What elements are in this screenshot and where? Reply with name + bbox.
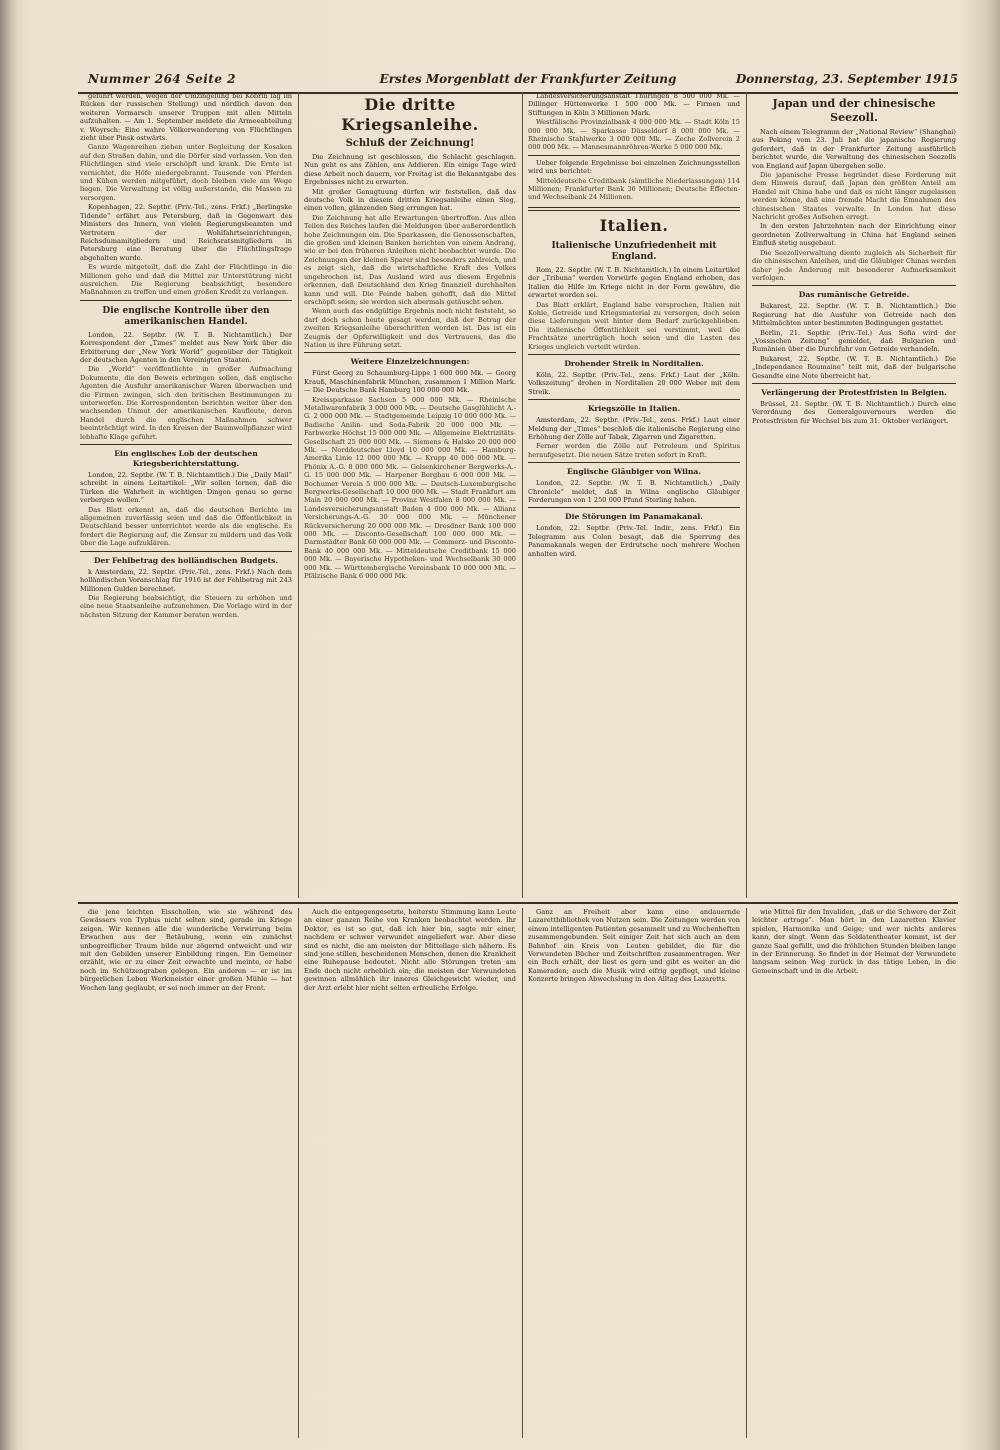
feuilleton-text-3: Ganz an Freiheit aber kann eine andauernde Lazarettbibliothek von Nutzen sein. Die Zeitungen werden von einem intelligenten Patienten gesammelt und zu Wochenheften zusammengebunden. Seit einiger Zeit hat sich auch an dem Bahnhof ein Kreis von Leuten gebildet, die für die Verwundeten Bücher und Zeitschriften zusammentragen. Wer ein Buch erhält, der liest es gern und gibt es weiter an die Kameraden; auch die Musik wird eifrig gepflegt, und kleine Konzerte bringen Abwechslung in den Alltag des Lazaretts.: [528, 908, 740, 984]
feuilleton-divider-1: [298, 908, 299, 1438]
col2-rule-1: [304, 352, 516, 353]
col4-filler-2: Die Seezollverwaltung diente zugleich als Sicherheit für die chinesischen Anleihen, und die Gläubiger Chinas werden daher jede Änderung mit besonderer Aufmerksamkeit verfolgen.: [752, 248, 956, 282]
col3-filler-2: Mitteldeutsche Creditbank (sämtliche Niederlassungen) 114 Millionen; Frankfurter Bank 36 Millionen; Deutsche Effecten- und Wechselbank 24 Millionen.: [528, 176, 740, 202]
col1-para-1: geführt werden, wegen der Umzingelung bei Kobrin lag im Rücken der russischen Stellung) und nördlich davon den weiteren Vormarsch unserer Truppen mit allen Mitteln aufzuhalten. — Am 1. September meldete die Armeeabteilung v. Woyrsch: Eine wahre Völkerwanderung von Flüchtlingen zieht über Pinsk ostwärts.: [80, 92, 292, 143]
col4-headline-3: Verlängerung der Protestfristen in Belgien.: [761, 387, 947, 397]
col2-para-3: Fürst Georg zu Schaumburg-Lippe 1 600 000 Mk. — Georg Krauß, Maschinenfabrik München, zusammen 1 Million Mark. — Die Deutsche Bank Hamburg 100 000 000 Mk.: [304, 369, 516, 395]
feuilleton-column-1: [80, 908, 292, 1438]
col2-subheadline: Schluß der Zeichnung!: [345, 138, 475, 149]
feuilleton-column-3: [528, 908, 740, 1438]
col1-headline-1: Die englische Kontrolle über den amerikanischen Handel.: [102, 305, 270, 327]
col2-headline-3: Weitere Einzelzeichnungen:: [350, 357, 470, 367]
header-date: Donnerstag, 23. September 1915: [735, 72, 958, 86]
col2-filler-1: Die Zeichnung hat alle Erwartungen übertroffen. Aus allen Teilen des Reiches laufen die Meldungen über außerordentlich hohe Zeichnungen ein. Die Sparkassen, die Genossenschaften, die großen und kleinen Banken berichten von einem Andrang, wie er bei den früheren Anleihen nicht beobachtet wurde. Die Zeichnungen der kleinen Sparer sind besonders zahlreich, und es zeigt sich, daß die wirtschaftliche Kraft des Volkes ungebrochen ist. Das Ausland wird aus diesem Ergebnis erkennen, daß Deutschland den Krieg finanziell durchhalten kann und will. Die Feinde haben gehofft, daß die Mittel erschöpft seien; sie werden sich abermals getäuscht sehen.: [304, 213, 516, 306]
col3-para-6: London, 22. Septbr. (W. T. B. Nichtamtlich.) „Daily Chronicle“ meldet, daß in Wilna englische Gläubiger Forderungen von 1 250 000 Pfund Sterling haben.: [528, 479, 740, 504]
col4-filler-1: Die japanische Presse begründet diese Forderung mit dem Hinweis darauf, daß Japan den größten Anteil am Handel mit China habe und daß es nicht länger zugelassen werden könne, daß eine fremde Macht die Einnahmen des chinesischen Staates verwalte. In London hat diese Nachricht großes Aufsehen erregt.: [752, 171, 956, 222]
header-masthead: Erstes Morgenblatt der Frankfurter Zeitung: [379, 72, 677, 86]
col2-para-2: Mit großer Genugtuung dürfen wir feststellen, daß das deutsche Volk in diesem dritten Kriegsanleihe einen Sieg, einen vollen, glänzenden Sieg errungen hat.: [304, 187, 516, 213]
column-4: [752, 92, 956, 898]
col4-para-1: Nach einem Telegramm der „National Review“ (Shanghai) aus Peking vom 23. Juli hat die japanische Regierung gefordert, daß in der Frankfurter Zeitung ausführlich berichtet wurde, die Verwaltung des chinesischen Seezolls von England auf Japan übergehen solle.: [752, 128, 956, 170]
header-issue-page: Nummer 264 Seite 2: [88, 72, 237, 86]
feuilleton-text-2: Auch die entgegengesetzte, heiterste Stimmung kann Leute an einer ganzen Reihe von Kranken beobachtet werden. Ihr Doktor, es ist so gut, daß ich hier bin, sagte mir einer, nachdem er schwer verwundet eingeliefert war. Aber diese sind es nicht, die am meisten der Mittellage sich nähern. Es sind jene stillen, bescheidenen Menschen, denen die Krankheit eine Ruhepause bedeutet. Nicht alle Störungen treten am Ende doch nicht erheblich ein; die meisten der Verwundeten gewinnen allmählich ihr inneres Gleichgewicht wieder, und der Arzt erlebt hier nicht selten erfreuliche Erfolge.: [304, 908, 516, 992]
col1-headline-2: Ein englisches Lob der deutschen Kriegsberichterstattung.: [114, 449, 258, 469]
col4-rule-2: [752, 383, 956, 384]
column-3: [528, 92, 740, 898]
page-header: [78, 70, 958, 94]
col3-para-1: Landesversicherungsanstalt Thüringen 8 500 000 Mk. — Dillinger Hüttenwerke 1 500 000 Mk. — Firmen und Stiftungen in Köln 3 Millionen Mark.: [528, 92, 740, 117]
col3-rule-3: [528, 399, 740, 400]
col3-rule-4: [528, 462, 740, 463]
col3-headline-2: Italienische Unzufriedenheit mit England.: [551, 240, 717, 262]
col1-filler-2: Es wurde mitgeteilt, daß die Zahl der Flüchtlinge in die Millionen gehe und daß die Mittel zur Unterstützung nicht ausreichen. Die Regierung beabsichtigt, besondere Maßnahmen zu treffen und einen großen Kredit zu verlangen.: [80, 263, 292, 297]
col4-para-4: Berlin, 21. Septbr. (Priv.-Tel.) Aus Sofia wird der „Vossischen Zeitung“ gemeldet, daß Bulgarien und Rumänien über die Durchfuhr von Getreide verhandeln.: [752, 328, 956, 354]
col4-headline-1: Japan und der chinesische Seezoll.: [772, 97, 936, 124]
col1-para-2: Kopenhagen, 22. Septbr. (Priv.-Tel., zens. Frkf.) „Berlingske Tidende“ erfährt aus Petersburg, daß in Gegenwart des Ministers des Innern, von vielen Regierungsbeamten und Vertretern der Wohlfahrtseinrichtungen, Reichsdumamitgliedern und Reichsratsmitgliedern in Petersburg eine Beratung über die Flüchtlingsfrage abgehalten wurde.: [80, 203, 292, 262]
col3-para-4: Köln, 22. Septbr. (Priv.-Tel., zens. Frkf.) Laut der „Köln. Volkszeitung“ drohen in Norditalien 20 000 Weber mit dem Streik.: [528, 370, 740, 396]
col4-rule-1: [752, 285, 956, 286]
column-divider-2: [522, 92, 523, 898]
col3-para-7: London, 22. Septbr. (Priv.-Tel. Indir., zens. Frkf.) Ein Telegramm aus Colon besagt, daß die Sperrung des Panamakanals wegen der Erdrutsche noch mehrere Wochen anhalten wird.: [528, 524, 740, 558]
feuilleton-column-2: [304, 908, 516, 1438]
col3-filler-4: Ferner werden die Zölle auf Petroleum und Spiritus heraufgesetzt. Die neuen Sätze treten sofort in Kraft.: [528, 442, 740, 459]
col2-para-1: Die Zeichnung ist geschlossen, die Schlacht geschlagen. Nun geht es ans Zählen, ans Addieren. Ein einige Tage wird diese Arbeit noch dauern, vor Freitag ist die Bekanntgabe des Ergebnisses nicht zu erwarten.: [304, 153, 516, 187]
column-divider-1: [298, 92, 299, 898]
col1-filler-1: Ganze Wagenreihen ziehen unter Begleitung der Kosaken auf den Straßen dahin, und die Dörfer sind verlassen. Von den Flüchtlingen sind viele erschöpft und krank. Die Ernte ist vernichtet, die Höfe niedergebrannt. Tausende von Pferden und Kühen werden mitgeführt, doch bleiben viele am Wege liegen. Die Verwaltung ist völlig außerstande, die Massen zu versorgen.: [80, 143, 292, 202]
col4-para-6: Brüssel, 21. Septbr. (W. T. B. Nichtamtlich.) Durch eine Verordnung des Generalgouverneurs werden die Protestfristen für Wechsel bis zum 31. Oktober verlängert.: [752, 399, 956, 425]
feuilleton-text-4: wie Mittel für den Invaliden, „daß er die Schwere der Zeit leichter ertrage“. Man hört in den Lazaretten Klavier spielen, Harmonika und Geige; und wer nichts anderes kann, der singt. Wenn das Soldatentheater kommt, ist der ganze Saal gefüllt, und die fröhlichen Stunden bleiben lange in der Erinnerung. So findet in der Heimat der Verwundete langsam seinen Weg zurück in das tätige Leben, in die Gemeinschaft und in die Arbeit.: [752, 908, 956, 975]
col3-rule-2: [528, 354, 740, 355]
col1-filler-3: Die „World“ veröffentlichte in großer Aufmachung Dokumente, die den Beweis erbringen sollen, daß englische Agenten die Ausfuhr amerikanischer Waren überwachen und die Firmen zwingen, sich den britischen Bestimmungen zu unterwerfen. Die Korrespondenten berichten weiter über den wachsenden Unmut der amerikanischen Kaufleute, deren Handel durch die englischen Maßnahmen schwer beeinträchtigt wird. In den Kreisen der Baumwollpflanzer wird lebhafte Klage geführt.: [80, 365, 292, 441]
col3-headline-4: Kriegszölle in Italien.: [587, 404, 681, 414]
col1-filler-4: Das Blatt erkennt an, daß die deutschen Berichte im allgemeinen zuverlässig seien und daß die Öffentlichkeit in Deutschland besser unterrichtet werde als die englische. Es fordert die Regierung auf, die Zensur zu mildern und das Volk über die Lage aufzuklären.: [80, 505, 292, 548]
col3-filler-1: Westfälische Provinzialbank 4 000 000 Mk. — Stadt Köln 15 000 000 Mk. — Sparkasse Düsseldorf 8 000 000 Mk. — Rheinische Stahlwerke 3 000 000 Mk. — Zeche Zollverein 2 000 000 Mk. — Mannesmannröhren-Werke 5 000 000 Mk.: [528, 118, 740, 152]
col4-para-5: Bukarest, 22. Septbr. (W. T. B. Nichtamtlich.) Die „Independance Roumaine“ teilt mit, daß der bulgarische Gesandte eine Note überreicht hat.: [752, 354, 956, 380]
col3-headline-5: Englische Gläubiger von Wilna.: [567, 467, 701, 477]
col3-headline-6: Die Störungen im Panamakanal.: [565, 512, 703, 522]
col3-para-5: Amsterdam, 22. Septbr. (Priv.-Tel., zens. Frkf.) Laut einer Meldung der „Times“ beschloß die italienische Regierung eine Erhöhung der Zölle auf Tabak, Zigarren und Zigaretten.: [528, 416, 740, 441]
col3-double-rule: [528, 207, 740, 211]
col1-filler-5: Die Regierung beabsichtigt, die Steuern zu erhöhen und eine neue Staatsanleihe aufzunehmen. Die Vorlage wird in der nächsten Sitzung der Kammer beraten werden.: [80, 593, 292, 619]
col1-rule-3: [80, 551, 292, 552]
col3-filler-3: Das Blatt erklärt, England habe versprochen, Italien mit Kohle, Getreide und Kriegsmaterial zu versorgen, doch seien diese Lieferungen weit hinter dem Bedarf zurückgeblieben. Die italienische Öffentlichkeit sei verstimmt, weil die Frachtsätze unerträglich hoch seien und die Lasten des Krieges ungleich verteilt würden.: [528, 300, 740, 351]
page-spine: [0, 0, 18, 1450]
col3-rule-5: [528, 507, 740, 508]
feuilleton-divider-3: [746, 908, 747, 1438]
feuilleton-text-1: die jene leichten Eisschollen, wie sie während des Gewässers von Typhus nicht selten sind, gerade im Kriege zeigen. Wir kennen alle die wunderliche Verwirrung beim Erwachen aus der Betäubung, wenn ein zunächst unbegreiflicher Traum bilde nur zögernd entweicht und wir mit den Gebilden unserer Einbildung ringen. Ein Gemeiner erzählt, wie er zu einer Zeit erwachte und meinte, er habe noch im Schützengraben gelegen. Ein anderen — er ist im bürgerlichen Leben Werkmeister einer großen Mühle — hat Wochen lang geglaubt, er sei noch immer an der Front.: [80, 908, 292, 992]
col4-para-2: In den ersten Jahrzehnten nach der Einrichtung einer geordneten Zollverwaltung in China hat England seinen Einfluß stetig ausgebaut.: [752, 222, 956, 248]
col3-para-2: Ueber folgende Ergebnisse bei einzelnen Zeichnungsstellen wird uns berichtet:: [528, 158, 740, 176]
feuilleton-column-4: [752, 908, 956, 1438]
column-divider-3: [746, 92, 747, 898]
col4-headline-2: Das rumänische Getreide.: [798, 290, 910, 300]
col3-para-3: Rom, 22. Septbr. (W. T. B. Nichtamtlich.) In einem Leitartikel der „Tribuna“ werden Vorwürfe gegen England erhoben, das Italien die Hilfe im Kriege nicht in der Form gewähre, die erwartet worden sei.: [528, 265, 740, 300]
col1-headline-3: Der Fehlbetrag des holländischen Budgets.: [93, 555, 279, 565]
col2-filler-3: Kreissparkasse Sachsen 5 000 000 Mk. — Rheinische Metallwarenfabrik 3 000 000 Mk. — Deutsche Gasglühlicht A.-G. 2 000 000 Mk. — Stadtgemeinde Leipzig 10 000 000 Mk. — Badische Anilin- und Soda-Fabrik 20 000 000 Mk. — Farbwerke Höchst 15 000 000 Mk. — Allgemeine Elektrizitäts-Gesellschaft 25 000 000 Mk. — Siemens & Halske 20 000 000 Mk. — Norddeutscher Lloyd 10 000 000 Mk. — Hamburg-Amerika Linie 12 000 000 Mk. — Krupp 40 000 000 Mk. — Phönix A.-G. 8 000 000 Mk. — Gelsenkirchener Bergwerks-A.-G. 15 000 000 Mk. — Harpener Bergbau 6 000 000 Mk. — Bochumer Verein 5 000 000 Mk. — Deutsch-Luxemburgische Bergwerks-Gesellschaft 10 000 000 Mk. — Stadt Frankfurt am Main 20 000 000 Mk. — Provinz Westfalen 8 000 000 Mk. — Landesversicherungsanstalt Baden 4 000 000 Mk. — Allianz Versicherungs-A.-G. 30 000 000 Mk. — Münchener Rückversicherung 20 000 000 Mk. — Dresdner Bank 100 000 000 Mk. — Disconto-Gesellschaft 100 000 000 Mk. — Darmstädter Bank 60 000 000 Mk. — Commerz- und Disconto-Bank 40 000 000 Mk. — Mitteldeutsche Creditbank 15 000 000 Mk. — Bayerische Hypotheken- und Wechselbank 30 000 000 Mk. — Württembergische Vereinsbank 10 000 000 Mk. — Pfälzische Bank 6 000 000 Mk.: [304, 395, 516, 581]
col1-para-3: London, 22. Septbr. (W. T. B. Nichtamtlich.) Der Korrespondent der „Times“ meldet aus New York über die Erbitterung der „New York World“ gegenüber der Tätigkeit der deutschen Agenten in den Vereinigten Staaten.: [80, 330, 292, 364]
column-2: [304, 92, 516, 898]
col3-rule-1: [528, 155, 740, 156]
col2-filler-2: Wenn auch das endgültige Ergebnis noch nicht feststeht, so darf doch schon heute gesagt werden, daß der Betrag der zweiten Kriegsanleihe überschritten worden ist. Das ist ein Zeugnis der Opferwilligkeit und des Vertrauens, das die Nation in ihre Führung setzt.: [304, 307, 516, 349]
feuilleton-divider: [78, 902, 958, 904]
col2-main-headline: Die dritte Kriegsanleihe.: [341, 95, 479, 134]
col4-para-3: Bukarest, 22. Septbr. (W. T. B. Nichtamtlich.) Die Regierung hat die Ausfuhr von Getreide nach den Mittelmächten unter bestimmten Bedingungen gestattet.: [752, 302, 956, 328]
col1-para-4: London, 22. Septbr. (W. T. B. Nichtamtlich.) Die „Daily Mail“ schreibt in einem Leitartikel: „Wir sollen lernen, daß die Türken die Wahrheit in wichtigen Dingen genau so gerne verbergen wollen.“: [80, 471, 292, 505]
column-1: [80, 92, 292, 898]
col1-rule-1: [80, 300, 292, 301]
feuilleton-divider-2: [522, 908, 523, 1438]
col1-para-5: k Amsterdam, 22. Septbr. (Priv.-Tel., zens. Frkf.) Nach dem holländischen Voranschlag für 1916 ist der Fehlbetrag mit 243 Millionen Gulden berechnet.: [80, 567, 292, 593]
col3-headline-3: Drohender Streik in Norditalien.: [564, 358, 704, 368]
col1-rule-2: [80, 444, 292, 445]
col3-headline-italien: Italien.: [599, 215, 669, 235]
